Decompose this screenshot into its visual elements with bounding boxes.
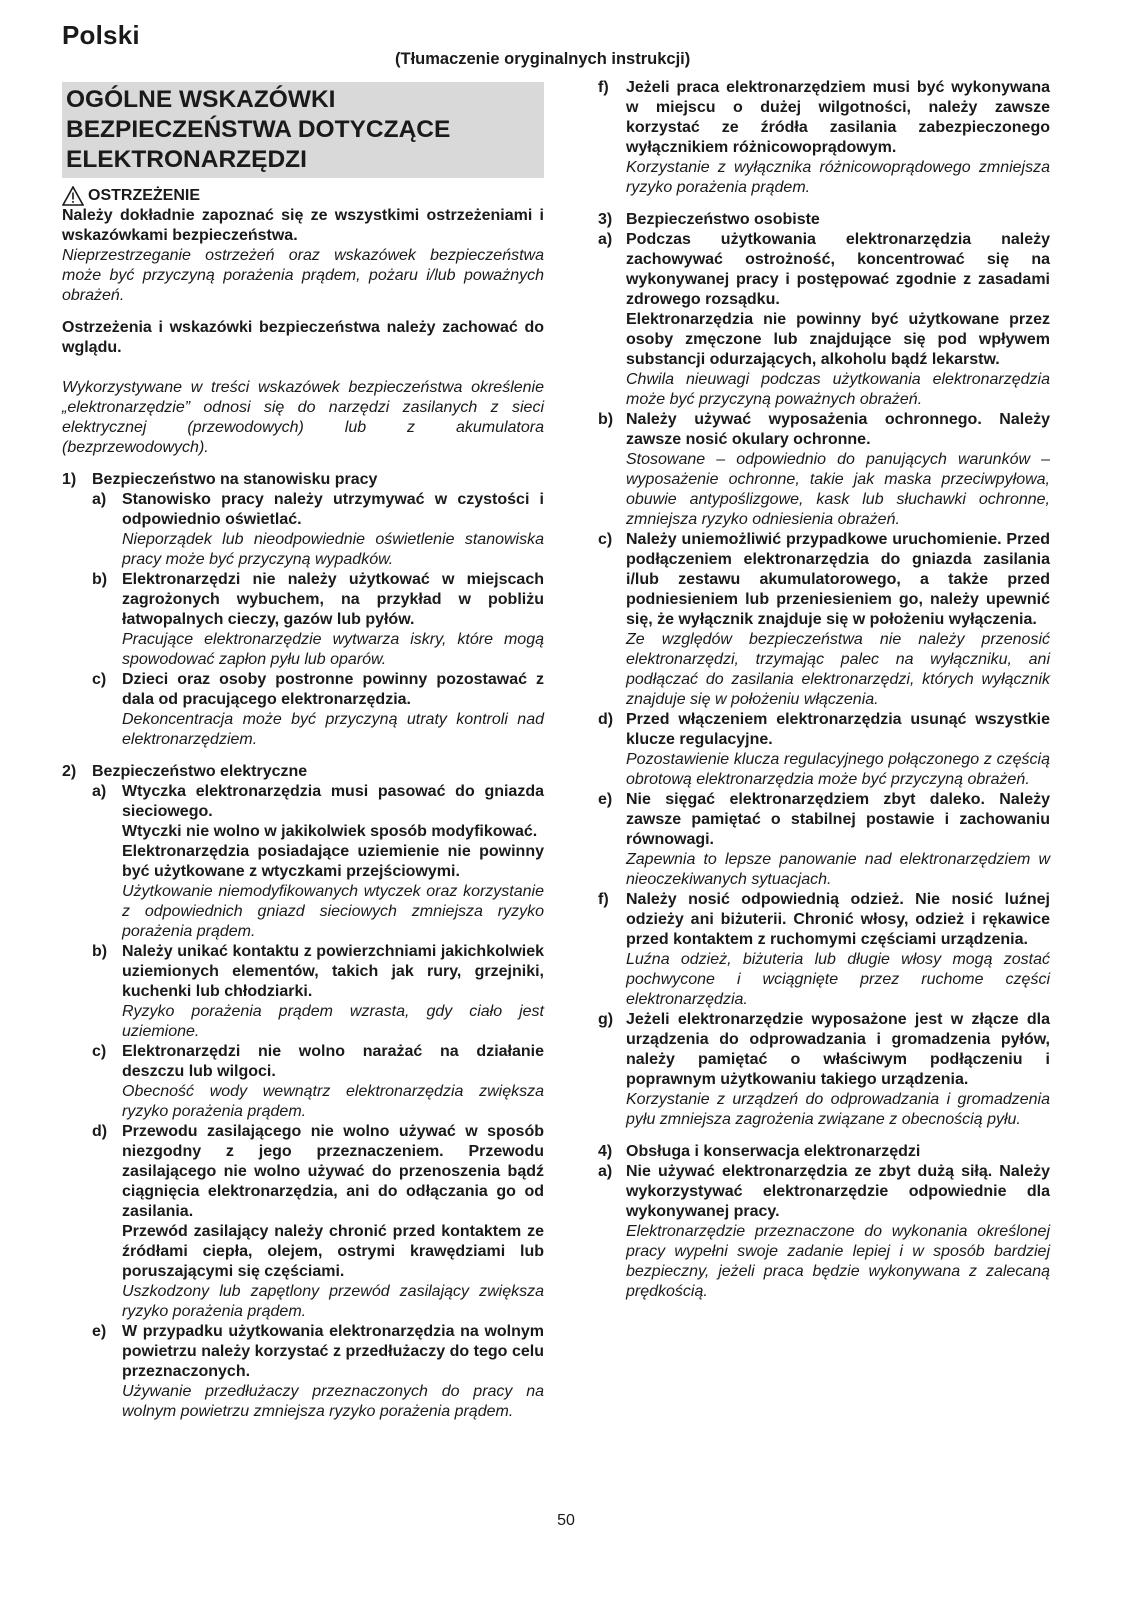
item-label: d) xyxy=(92,1123,108,1140)
item-bold-text: Przewód zasilający należy chronić przed kontaktem ze źródłami ciepła, olejem, ostrymi krawędziami lub poruszającymi się częściami. xyxy=(122,1223,544,1280)
definition-text: Wykorzystywane w treści wskazówek bezpieczeństwa określenie „elektronarzędzie” odnosi się do narzędzi zasilanych z sieci elektrycznej (przewodowych) lub z akumulatora (bezprzewodowych). xyxy=(62,379,544,456)
item-bold-text: Wtyczka elektronarzędzia musi pasować do gniazda sieciowego. xyxy=(122,783,544,820)
item-bold-text: Elektronarzędzi nie wolno narażać na działanie deszczu lub wilgoci. xyxy=(122,1043,544,1080)
item-bold-text: Elektronarzędzi nie należy użytkować w miejscach zagrożonych wybuchem, na przykład w pobliżu łatwopalnych cieczy, gazów lub pyłów. xyxy=(122,571,544,628)
item-bold-text: Elektronarzędzia posiadające uziemienie nie powinny być użytkowane z wtyczkami przejściowymi. xyxy=(122,843,544,880)
item-bold-text: Stanowisko pracy należy utrzymywać w czystości i odpowiednio oświetlać. xyxy=(122,491,544,528)
list-item xyxy=(92,1322,544,1422)
item-bold-text: Nie używać elektronarzędzia ze zbyt dużą siłą. Należy wykorzystywać elektronarzędzie odpowiednie dla wykonywanej pracy. xyxy=(626,1163,1050,1220)
item-label: c) xyxy=(92,1043,107,1060)
item-bold-text: Przewodu zasilającego nie wolno używać w sposób niezgodny z jego przeznaczeniem. Przewodu zasilającego nie wolno używać do przenoszenia bądź ciągnięcia elektronarzędzia, ani do odłączania go od zasilania. xyxy=(122,1123,544,1220)
list-item xyxy=(598,410,1050,530)
item-label: f) xyxy=(598,79,609,96)
list-item xyxy=(598,790,1050,890)
section-4-heading xyxy=(598,1142,1050,1162)
item-bold-text: Jeżeli praca elektronarzędziem musi być wykonywana w miejscu o dużej wilgotności, należy zawsze korzystać ze źródła zasilania zabezpieczonego wyłącznikiem różnicowoprądowym. xyxy=(626,79,1050,156)
item-italic-text: Używanie przedłużaczy przeznaczonych do pracy na wolnym powietrzu zmniejsza ryzyko porażenia prądem. xyxy=(122,1383,544,1420)
item-bold-text: Nie sięgać elektronarzędziem zbyt daleko. Należy zawsze pamiętać o stabilnej postawie i zachowaniu równowagi. xyxy=(626,791,1050,848)
section-title: Obsługa i konserwacja elektronarzędzi xyxy=(626,1143,921,1160)
item-label: a) xyxy=(598,231,613,248)
title-line-1: OGÓLNE WSKAZÓWKI xyxy=(66,86,336,113)
list-item xyxy=(598,1162,1050,1302)
warning-keep-text: Ostrzeżenia i wskazówki bezpieczeństwa należy zachować do wglądu. xyxy=(62,319,544,356)
section-number: 3) xyxy=(598,211,613,228)
warning-bold-text: Należy dokładnie zapoznać się ze wszystkimi ostrzeżeniami i wskazówkami bezpieczeństwa. xyxy=(62,207,544,244)
item-italic-text: Nieporządek lub nieodpowiednie oświetlenie stanowiska pracy może być przyczyną wypadków. xyxy=(122,531,544,568)
item-label: a) xyxy=(92,783,107,800)
item-italic-text: Chwila nieuwagi podczas użytkowania elektronarzędzia może być przyczyną poważnych obrażeń. xyxy=(626,371,1050,408)
list-item xyxy=(92,670,544,750)
item-label: e) xyxy=(92,1323,107,1340)
list-item xyxy=(598,530,1050,710)
item-italic-text: Ryzyko porażenia prądem wzrasta, gdy ciało jest uziemione. xyxy=(122,1003,544,1040)
item-label: c) xyxy=(92,671,107,688)
item-bold-text: Dzieci oraz osoby postronne powinny pozostawać z dala od pracującego elektronarzędzia. xyxy=(122,671,544,708)
item-bold-text: Przed włączeniem elektronarzędzia usunąć wszystkie klucze regulacyjne. xyxy=(626,711,1050,748)
section-number: 2) xyxy=(62,763,77,780)
item-italic-text: Korzystanie z wyłącznika różnicowoprądowego zmniejsza ryzyko porażenia prądem. xyxy=(626,159,1050,196)
list-item xyxy=(92,782,544,942)
list-item xyxy=(92,570,544,670)
item-italic-text: Uszkodzony lub zapętlony przewód zasilający zwiększa ryzyko porażenia prądem. xyxy=(122,1283,544,1320)
list-item xyxy=(598,1010,1050,1130)
section-title-box xyxy=(62,82,544,178)
item-italic-text: Korzystanie z urządzeń do odprowadzania i gromadzenia pyłu zmniejsza zagrożenia związane z obecnością pyłu. xyxy=(626,1091,1050,1128)
item-bold-text: Należy uniemożliwić przypadkowe uruchomienie. Przed podłączeniem elektronarzędzia do gniazda zasilania i/lub zestawu akumulatorowego, a także przed podniesieniem lub przeniesieniem go, należy upewnić się, że wyłącznik znajduje się w położeniu wyłączenia. xyxy=(626,531,1050,628)
item-italic-text: Użytkowanie niemodyfikowanych wtyczek oraz korzystanie z odpowiednich gniazd sieciowych zmniejsza ryzyko porażenia prądem. xyxy=(122,883,544,940)
right-column xyxy=(598,78,1050,1302)
item-label: d) xyxy=(598,711,614,728)
section-3-heading xyxy=(598,210,1050,230)
item-bold-text: Należy nosić odpowiednią odzież. Nie nosić luźnej odzieży ani biżuterii. Chronić włosy, odzież i rękawice przed kontaktem z ruchomymi częściami urządzenia. xyxy=(626,891,1050,948)
list-item xyxy=(598,230,1050,410)
item-label: b) xyxy=(92,571,108,588)
item-italic-text: Pracujące elektronarzędzie wytwarza iskry, które mogą spowodować zapłon pyłu lub oparów. xyxy=(122,631,544,668)
language-label: Polski xyxy=(62,20,140,50)
item-italic-text: Dekoncentracja może być przyczyną utraty kontroli nad elektronarzędziem. xyxy=(122,711,544,748)
item-italic-text: Stosowane – odpowiednio do panujących warunków – wyposażenie ochronne, takie jak maska przeciwpyłowa, obuwie antypoślizgowe, kask lub słuchawki ochronne, zmniejsza ryzyko odniesienia obrażeń. xyxy=(626,451,1050,528)
left-column xyxy=(62,82,544,1422)
translation-note: (Tłumaczenie oryginalnych instrukcji) xyxy=(395,50,691,68)
section-1-heading xyxy=(62,470,544,490)
section-title: Bezpieczeństwo na stanowisku pracy xyxy=(92,471,378,488)
item-italic-text: Obecność wody wewnątrz elektronarzędzia zwiększa ryzyko porażenia prądem. xyxy=(122,1083,544,1120)
item-bold-text: Elektronarzędzia nie powinny być użytkowane przez osoby zmęczone lub znajdujące się pod wpływem substancji odurzających, alkoholu bądź lekarstw. xyxy=(626,311,1050,368)
list-item xyxy=(92,1122,544,1322)
item-label: b) xyxy=(92,943,108,960)
warning-heading xyxy=(62,186,544,206)
section-title: Bezpieczeństwo osobiste xyxy=(626,211,820,228)
item-italic-text: Elektronarzędzie przeznaczone do wykonania określonej pracy wypełni swoje zadanie lepiej i w sposób bardziej bezpieczny, jeżeli praca będzie wykonywana z zalecaną prędkością. xyxy=(626,1223,1050,1300)
warning-label: OSTRZEŻENIE xyxy=(88,187,201,204)
item-bold-text: Należy unikać kontaktu z powierzchniami jakichkolwiek uziemionych elementów, takich jak rury, grzejniki, kuchenki lub chłodziarki. xyxy=(122,943,544,1000)
item-label: g) xyxy=(598,1011,614,1028)
warning-italic-text: Nieprzestrzeganie ostrzeżeń oraz wskazówek bezpieczeństwa może być przyczyną porażenia prądem, pożaru i/lub poważnych obrażeń. xyxy=(62,247,544,304)
item-label: f) xyxy=(598,891,609,908)
section-number: 1) xyxy=(62,471,77,488)
item-label: a) xyxy=(92,491,107,508)
item-bold-text: Wtyczki nie wolno w jakikolwiek sposób modyfikować. xyxy=(122,823,538,840)
item-label: b) xyxy=(598,411,614,428)
warning-triangle-icon xyxy=(62,186,84,206)
item-bold-text: Podczas użytkowania elektronarzędzia należy zachowywać ostrożność, koncentrować się na wykonywanej pracy i postępować zgodnie z zasadami zdrowego rozsądku. xyxy=(626,231,1050,308)
list-item xyxy=(92,490,544,570)
item-label: c) xyxy=(598,531,613,548)
item-italic-text: Pozostawienie klucza regulacyjnego połączonego z częścią obrotową elektronarzędzia może być przyczyną obrażeń. xyxy=(626,751,1050,788)
list-item xyxy=(598,78,1050,198)
list-item xyxy=(92,1042,544,1122)
item-italic-text: Luźna odzież, biżuteria lub długie włosy mogą zostać pochwycone i wciągnięte przez ruchome części elektronarzędzia. xyxy=(626,951,1050,1008)
list-item xyxy=(598,710,1050,790)
item-bold-text: Jeżeli elektronarzędzie wyposażone jest w złącze dla urządzenia do odprowadzania i gromadzenia pyłów, należy pamiętać o właściwym podłączeniu i poprawnym użytkowaniu takiego urządzenia. xyxy=(626,1011,1050,1088)
section-number: 4) xyxy=(598,1143,613,1160)
item-italic-text: Ze względów bezpieczeństwa nie należy przenosić elektronarzędzi, trzymając palec na wyłączniku, ani podłączać do zasilania elektronarzędzi, których wyłącznik znajduje się w położeniu włączenia. xyxy=(626,631,1050,708)
section-title: Bezpieczeństwo elektryczne xyxy=(92,763,308,780)
item-label: e) xyxy=(598,791,613,808)
section-2-heading xyxy=(62,762,544,782)
item-italic-text: Zapewnia to lepsze panowanie nad elektronarzędziem w nieoczekiwanych sytuacjach. xyxy=(626,851,1050,888)
title-line-3: ELEKTRONARZĘDZI xyxy=(66,146,307,173)
title-line-2: BEZPIECZEŃSTWA DOTYCZĄCE xyxy=(66,116,451,143)
item-label: a) xyxy=(598,1163,613,1180)
item-bold-text: W przypadku użytkowania elektronarzędzia na wolnym powietrzu należy korzystać z przedłużaczy do tego celu przeznaczonych. xyxy=(122,1323,544,1380)
list-item xyxy=(92,942,544,1042)
page-number: 50 xyxy=(557,1512,575,1529)
list-item xyxy=(598,890,1050,1010)
item-bold-text: Należy używać wyposażenia ochronnego. Należy zawsze nosić okulary ochronne. xyxy=(626,411,1050,448)
